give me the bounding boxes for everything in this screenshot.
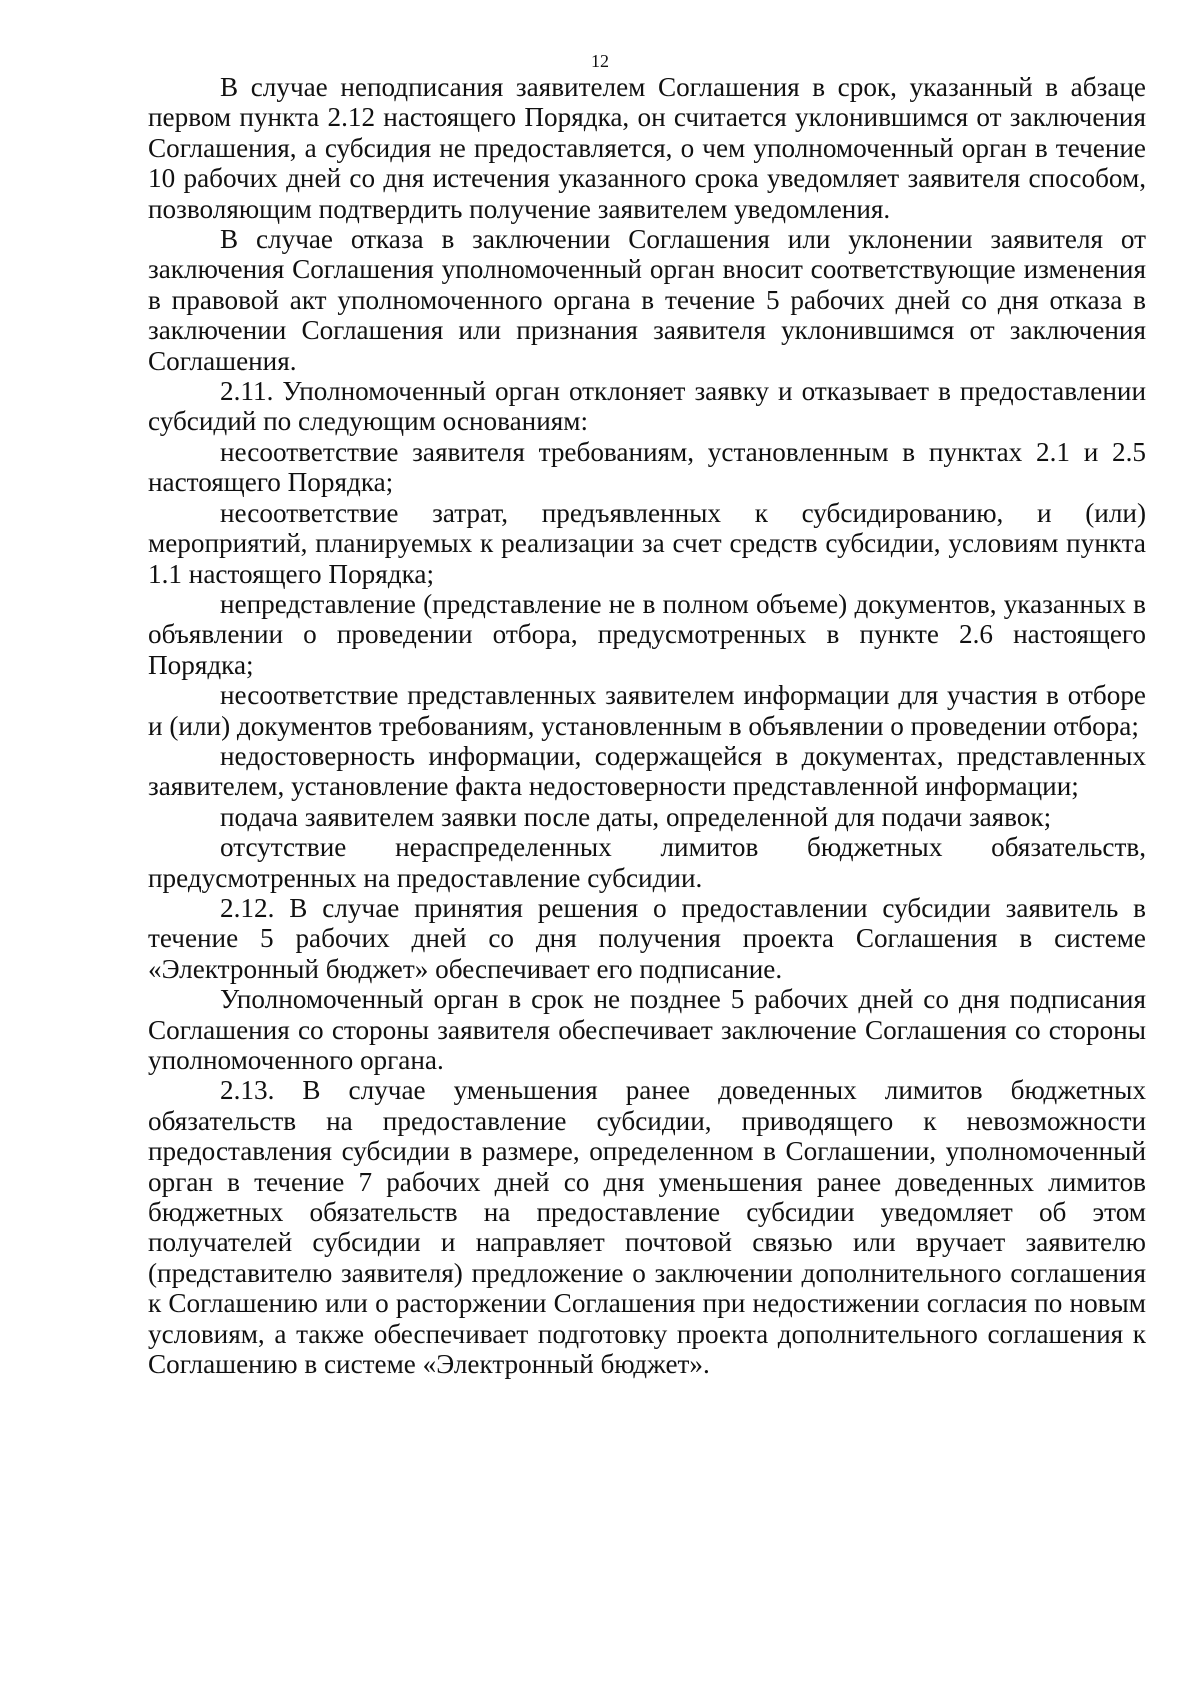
paragraph-2-12: 2.12. В случае принятия решения о предоставлении субсидии заявитель в течение 5 рабочих дней со дня получения проекта Соглашения в системе «Электронный бюджет» обеспечивает его подписание. <box>148 892 1146 984</box>
paragraph-ground-documents: непредставление (представление не в полном объеме) документов, указанных в объявлении о проведении отбора, предусмотренных в пункте 2.6 настоящего Порядка; <box>148 588 1146 680</box>
paragraph-2-11-heading: 2.11. Уполномоченный орган отклоняет заявку и отказывает в предоставлении субсидий по следующим основаниям: <box>148 376 1146 437</box>
paragraph-refusal-or-evasion: В случае отказа в заключении Соглашения или уклонении заявителя от заключения Соглашения уполномоченный орган вносит соответствующие изменения в правовой акт уполномоченного органа в течение 5 рабочих дней со дня отказа в заключении Соглашения или признания заявителя уклонившимся от заключения Соглашения. <box>148 224 1146 376</box>
paragraph-ground-no-limits: отсутствие нераспределенных лимитов бюджетных обязательств, предусмотренных на предоставление субсидии. <box>148 832 1146 893</box>
paragraph-ground-late-filing: подача заявителем заявки после даты, определенной для подачи заявок; <box>220 801 1052 832</box>
paragraph-ground-requirements: несоответствие заявителя требованиям, установленным в пунктах 2.1 и 2.5 настоящего Порядка; <box>148 436 1146 498</box>
paragraph-authority-signing: Уполномоченный орган в срок не позднее 5 рабочих дней со дня подписания Соглашения со стороны заявителя обеспечивает заключение Соглашения со стороны уполномоченного органа. <box>148 984 1146 1075</box>
document-body <box>148 72 1146 1379</box>
paragraph-2-13: 2.13. В случае уменьшения ранее доведенных лимитов бюджетных обязательств на предоставление субсидии, приводящего к невозможности предоставления субсидии в размере, определенном в Соглашении, уполномоченный орган в течение 7 рабочих дней со дня уменьшения ранее доведенных лимитов бюджетных обязательств на предоставление субсидии уведомляет об этом получателей субсидии и направляет почтовой связью или вручает заявителю (представителю заявителя) предложение о заключении дополнительного соглашения к Соглашению или о расторжении Соглашения при недостижении согласия по новым условиям, а также обеспечивает подготовку проекта дополнительного соглашения к Соглашению в системе «Электронный бюджет». <box>148 1075 1146 1380</box>
paragraph-ground-information: несоответствие представленных заявителем информации для участия в отборе и (или) документов требованиям, установленным в объявлении о проведении отбора; <box>148 680 1146 741</box>
paragraph-ground-costs: несоответствие затрат, предъявленных к субсидированию, и (или) мероприятий, планируемых к реализации за счет средств субсидии, условиям пункта 1.1 настоящего Порядка; <box>148 497 1146 589</box>
page-number: 12 <box>591 51 609 71</box>
paragraph-ground-unreliability: недостоверность информации, содержащейся в документах, представленных заявителем, установление факта недостоверности представленной информации; <box>148 740 1146 802</box>
paragraph-refusal-to-sign: В случае неподписания заявителем Соглашения в срок, указанный в абзаце первом пункта 2.12 настоящего Порядка, он считается уклонившимся от заключения Соглашения, а субсидия не предоставляется, о чем уполномоченный орган в течение 10 рабочих дней со дня истечения указанного срока уведомляет заявителя способом, позволяющим подтвердить получение заявителем уведомления. <box>148 72 1146 224</box>
